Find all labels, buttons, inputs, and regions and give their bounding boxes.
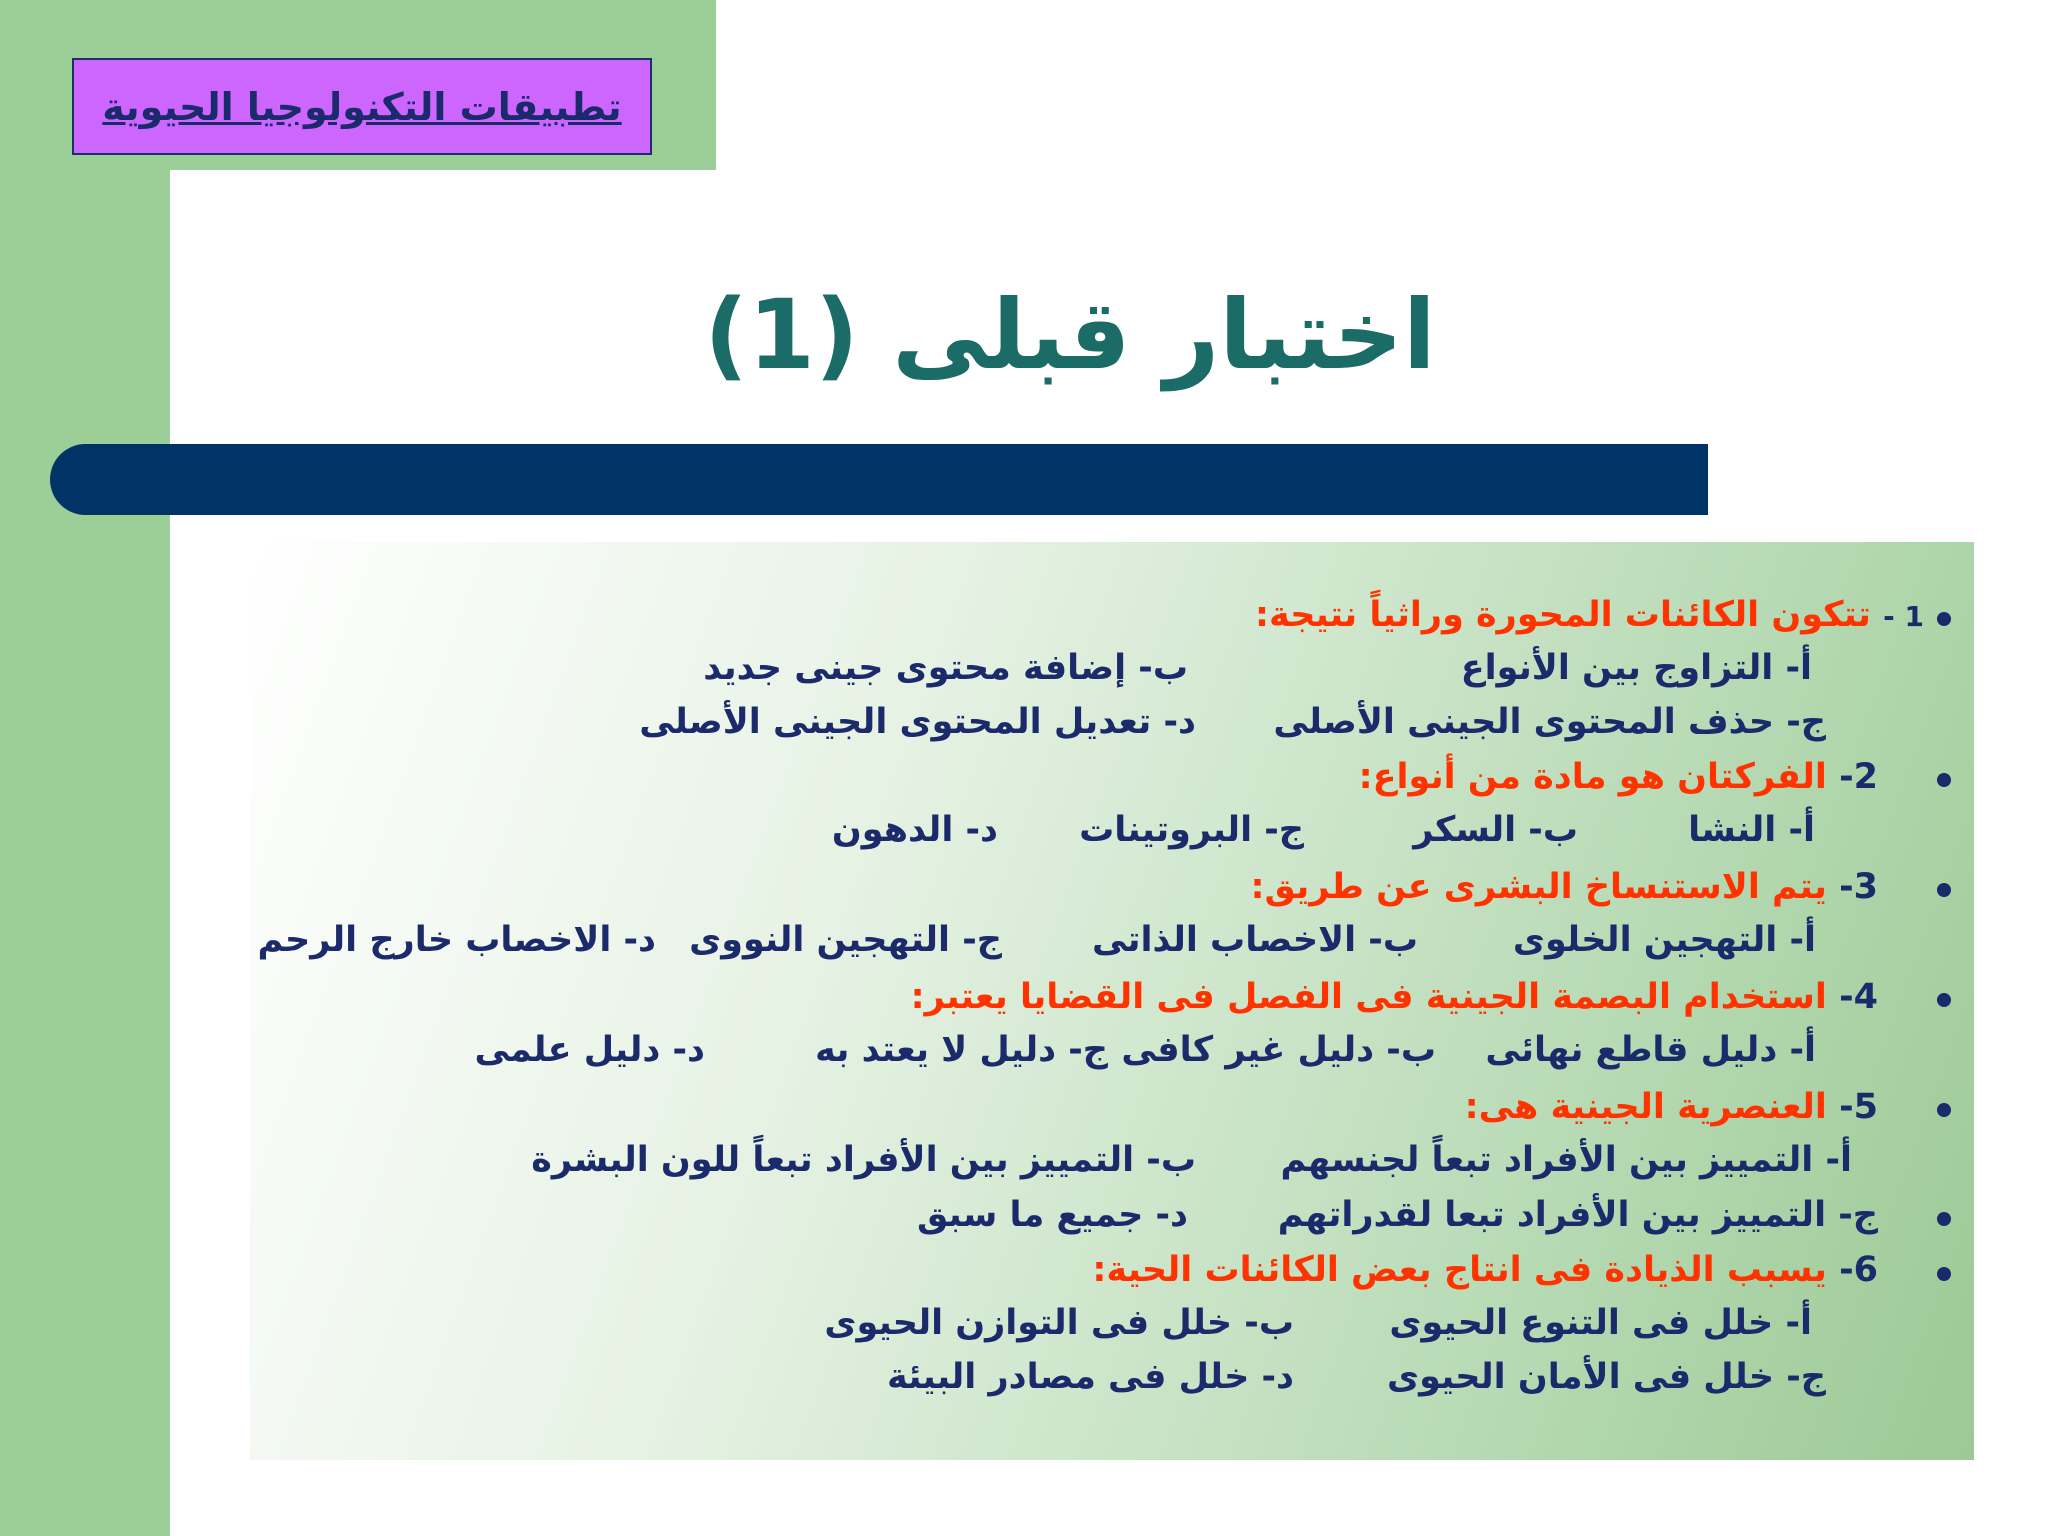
option-b: ب- دليل غير كافى: [1121, 1030, 1436, 1070]
question-text: يتم الاستنساخ البشرى عن طريق:: [1250, 867, 1827, 907]
subject-badge-label: تطبيقات التكنولوجيا الحيوية: [102, 84, 622, 129]
option-c: ج- حذف المحتوى الجينى الأصلى: [1273, 702, 1826, 742]
option-c: ج- دليل لا يعتد به: [815, 1030, 1108, 1070]
question-4: [911, 972, 1878, 1022]
question-text: استخدام البصمة الجينية فى الفصل فى القضايا يعتبر:: [910, 977, 1827, 1017]
question-text: تتكون الكائنات المحورة وراثياً نتيجة:: [1255, 595, 1871, 635]
option-a: أ- النشا: [1688, 810, 1815, 850]
question-text: يسبب الذيادة فى انتاج بعض الكائنات الحية:: [1092, 1250, 1827, 1290]
question-number: 3-: [1839, 867, 1878, 907]
question-text: العنصرية الجينية هى:: [1464, 1087, 1827, 1127]
bullet-dot: [1937, 883, 1951, 897]
bullet-dot: [1937, 773, 1951, 787]
option-d: د- خلل فى مصادر البيئة: [887, 1357, 1294, 1397]
option-d: د- تعديل المحتوى الجينى الأصلى: [639, 702, 1196, 742]
question-text: الفركتان هو مادة من أنواع:: [1358, 757, 1827, 797]
question-number: 1 -: [1883, 600, 1924, 633]
option-b: ب- التمييز بين الأفراد تبعاً للون البشرة: [531, 1140, 1196, 1180]
bullet-dot: [1937, 1212, 1951, 1226]
slide-title: اختبار قبلى (1): [704, 279, 1436, 391]
option-d: د- الاخصاب خارج الرحم: [257, 920, 656, 960]
option-c: ج- التمييز بين الأفراد تبعا لقدراتهم: [1277, 1195, 1878, 1235]
option-a: أ- التهجين الخلوى: [1512, 920, 1816, 960]
bullet-dot: [1937, 1103, 1951, 1117]
question-number: 6-: [1839, 1250, 1878, 1290]
question-2: [1359, 752, 1878, 802]
question-3: [1251, 862, 1878, 912]
subject-badge: [72, 58, 652, 155]
question-6: [1092, 1245, 1878, 1295]
left-green-band: [0, 0, 170, 1536]
bullet-dot: [1937, 1267, 1951, 1281]
option-a: أ- خلل فى التنوع الحيوى: [1389, 1303, 1812, 1343]
bullet-dot: [1937, 612, 1951, 626]
question-number: 2-: [1839, 757, 1878, 797]
question-1: [1255, 590, 1924, 640]
option-c: ج- خلل فى الأمان الحيوى: [1387, 1357, 1826, 1397]
option-a: أ- التزاوج بين الأنواع: [1460, 648, 1812, 688]
option-c: ج- البروتينات: [1079, 810, 1304, 850]
question-number: 4-: [1839, 977, 1878, 1017]
option-d: د- الدهون: [831, 810, 998, 850]
bullet-dot: [1937, 993, 1951, 1007]
option-b: ب- إضافة محتوى جينى جديد: [703, 648, 1188, 688]
option-c: ج- التهجين النووى: [689, 920, 1002, 960]
question-5: [1465, 1082, 1878, 1132]
title-divider-bar: [50, 444, 1708, 515]
option-a: أ- دليل قاطع نهائى: [1485, 1030, 1816, 1070]
option-d: د- دليل علمى: [474, 1030, 705, 1070]
option-d: د- جميع ما سبق: [917, 1195, 1188, 1235]
question-number: 5-: [1839, 1087, 1878, 1127]
option-b: ب- السكر: [1413, 810, 1578, 850]
option-b: ب- الاخصاب الذاتى: [1091, 920, 1418, 960]
option-b: ب- خلل فى التوازن الحيوى: [824, 1303, 1294, 1343]
option-a: أ- التمييز بين الأفراد تبعاً لجنسهم: [1280, 1140, 1852, 1180]
